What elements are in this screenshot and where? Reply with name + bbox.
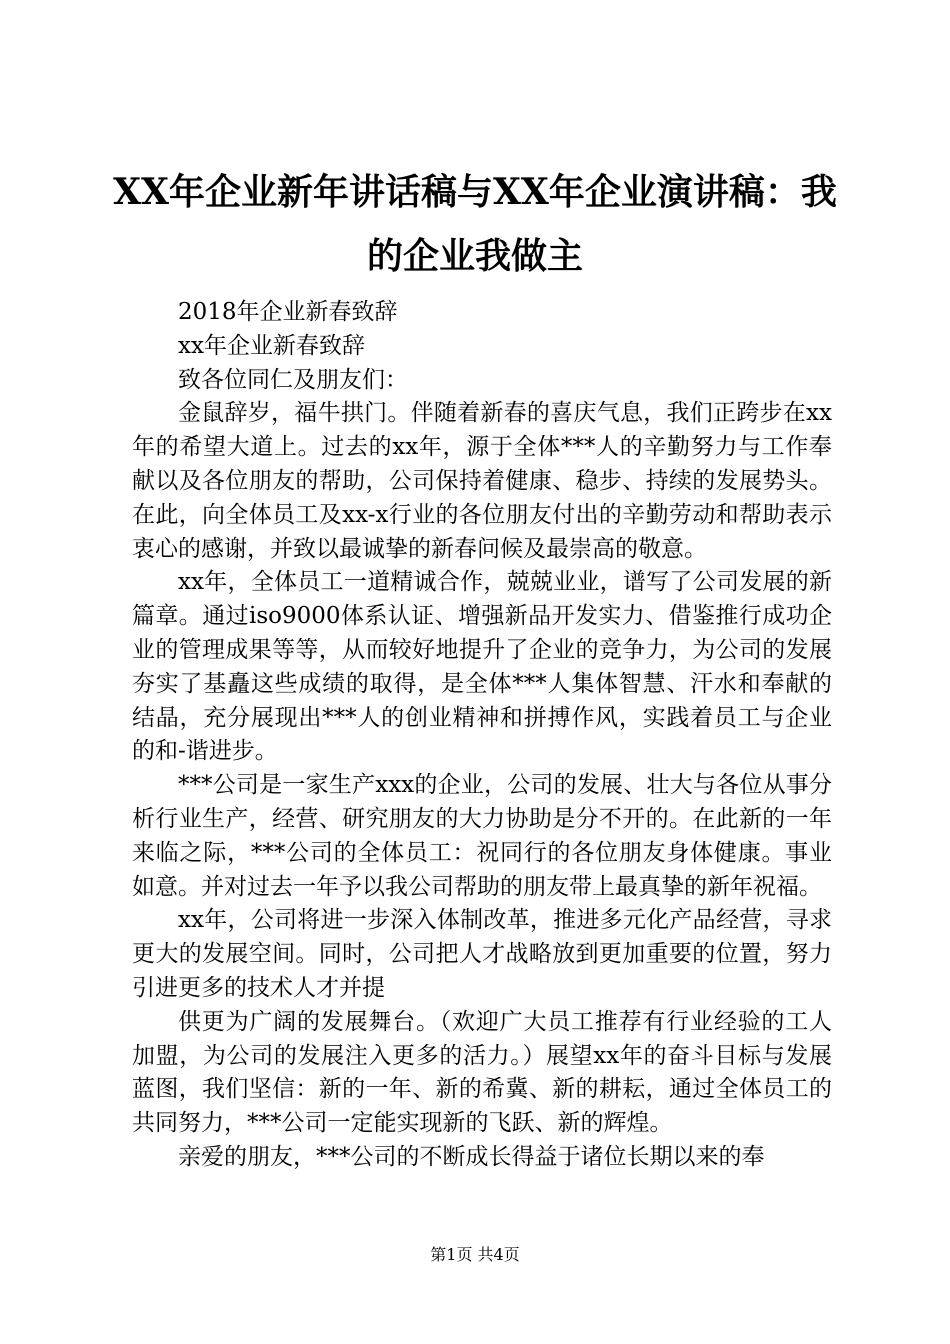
paragraph-heading-2018: 2018年企业新春致辞 xyxy=(178,299,398,325)
paragraph-salutation: 致各位同仁及朋友们： xyxy=(178,366,408,393)
document-title: XX年企业新年讲话稿与XX年企业演讲稿：我的企业我做主 xyxy=(113,171,837,277)
paragraph-heading-xx: xx年企业新春致辞 xyxy=(178,332,365,359)
paragraph-1: 金鼠辞岁，福牛拱门。伴随着新春的喜庆气息，我们正跨步在xx年的希望大道上。过去的xx年，源于全体***人的辛勤努力与工作奉献以及各位朋友的帮助，公司保持着健康、稳步、持续的发展势头。在此，向全体员工及xx-x行业的各位朋友付出的辛勤劳动和帮助表示衷心的感谢，并致以最诚挚的新春问候及最崇高的敬意。 xyxy=(132,400,832,562)
page-number-footer: 第1页 共4页 xyxy=(430,1245,520,1264)
paragraph-5: 供更为广阔的发展舞台。（欢迎广大员工推荐有行业经验的工人加盟，为公司的发展注入更多的活力。）展望xx年的奋斗目标与发展蓝图，我们坚信：新的一年、新的希冀、新的耕耘，通过全体员工的共同努力，***公司一定能实现新的飞跃、新的辉煌。 xyxy=(132,1008,832,1137)
paragraph-3: ***公司是一家生产xxx的企业，公司的发展、壮大与各位从事分析行业生产，经营、研究朋友的大力协助是分不开的。在此新的一年来临之际，***公司的全体员工：祝同行的各位朋友身体健康。事业如意。并对过去一年予以我公司帮助的朋友带上最真挚的新年祝福。 xyxy=(132,772,832,900)
paragraph-4: xx年，公司将进一步深入体制改革，推进多元化产品经营，寻求更大的发展空间。同时，公司把人才战略放到更加重要的位置，努力引进更多的技术人才并提 xyxy=(132,907,832,1001)
document-body xyxy=(132,296,832,1175)
paragraph-6: 亲爱的朋友，***公司的不断成长得益于诸位长期以来的奉 xyxy=(178,1143,765,1170)
paragraph-2: xx年，全体员工一道精诚合作，兢兢业业，谱写了公司发展的新篇章。通过iso9000体系认证、增强新品开发实力、借鉴推行成功企业的管理成果等等，从而较好地提升了企业的竞争力，为公司的发展夯实了基矗这些成绩的取得，是全体***人集体智慧、汗水和奉献的结晶，充分展现出***人的创业精神和拼搏作风，实践着员工与企业的和-谐进步。 xyxy=(132,569,832,765)
